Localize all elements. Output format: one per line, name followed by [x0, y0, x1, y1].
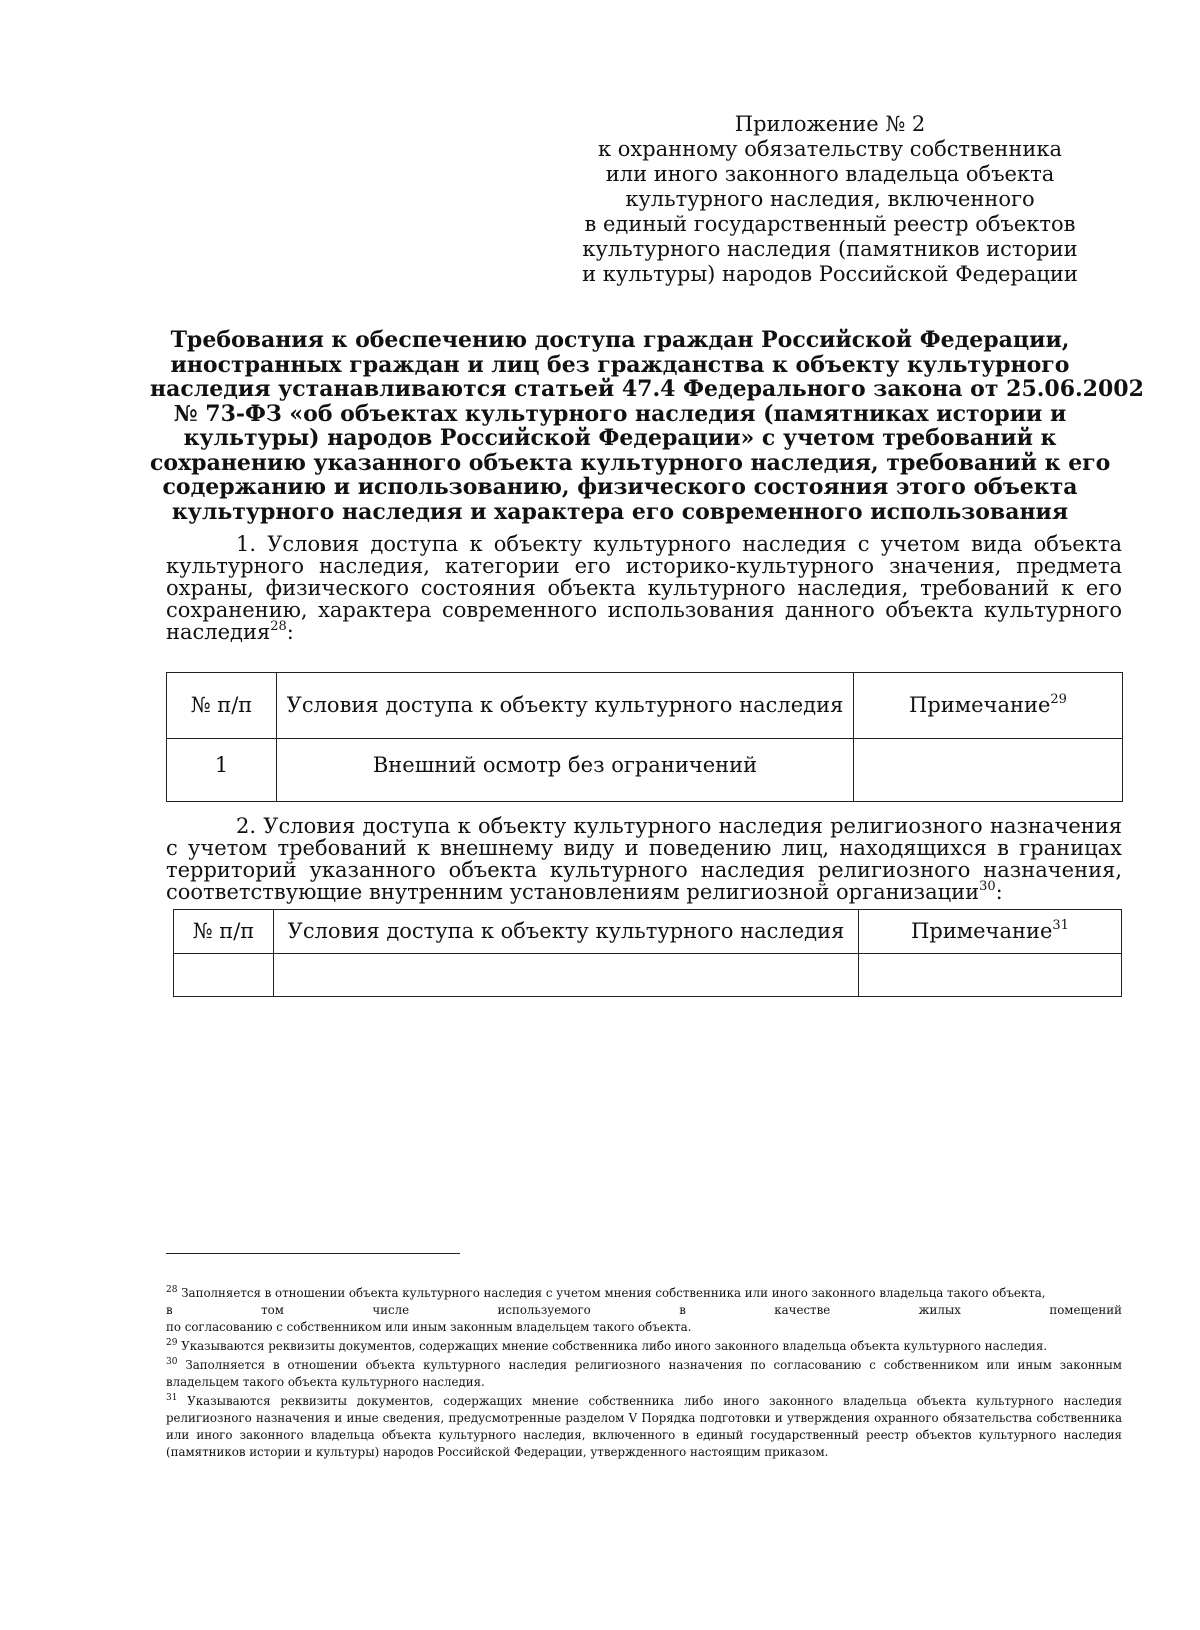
document-title [150, 327, 1144, 525]
table-row [167, 739, 1123, 802]
footnote-ref-30[interactable]: 30 [979, 879, 996, 894]
footnote-ref-31[interactable]: 31 [1052, 918, 1069, 933]
footnote-number: 30 [166, 1357, 178, 1367]
footnote-text: Заполняется в отношении объекта культурного наследия религиозного назначения по согласованию с собственником или иным законным владельцем такого объекта культурного наследия. [166, 1358, 1122, 1389]
access-conditions-table [166, 672, 1123, 802]
footnote-text: Указываются реквизиты документов, содержащих мнение собственника либо иного законного владельца объекта культурного наследия. [181, 1339, 1048, 1353]
table-header-row [167, 673, 1123, 739]
header-note: Примечание [909, 693, 1051, 717]
appendix-line: и культуры) народов Российской Федерации [582, 262, 1078, 286]
row-condition: Внешний осмотр без ограничений [372, 753, 758, 777]
table-row [174, 954, 1122, 997]
footnote-text: Заполняется в отношении объекта культурного наследия с учетом мнения собственника или иного законного владельца такого объекта, [181, 1286, 1046, 1300]
row-number [174, 954, 273, 963]
title-line: содержанию и использованию, физического состояния этого объекта [162, 474, 1078, 500]
footnote-ref-29[interactable]: 29 [1050, 692, 1067, 707]
appendix-line: или иного законного владельца объекта [605, 162, 1055, 186]
footnote-ref-28[interactable]: 28 [270, 619, 287, 634]
footnote-29 [166, 1338, 1122, 1355]
header-conditions: Условия доступа к объекту культурного наследия [286, 693, 844, 717]
header-conditions: Условия доступа к объекту культурного наследия [287, 919, 845, 943]
row-condition [274, 954, 858, 963]
row-note [854, 739, 1122, 748]
title-line: сохранению указанного объекта культурного наследия, требований к его [150, 449, 1111, 476]
section-1-paragraph: 1. Условия доступа к объекту культурного наследия с учетом вида объекта культурного наследия, категории его историко-культурного значения, предмета охраны, физического состояния объекта культурного наследия, требований к его сохранению, характера современного использования данного объекта культурного наследия$^{28}$: [166, 532, 1122, 644]
section-2-text: 2. Условия доступа к объекту культурного наследия религиозного назначения с учетом требований к внешнему виду и поведению лиц, находящихся в границах территорий указанного объекта культурного наследия религиозного назначения, соответствующие внутренним установлениям религиозной организации [166, 814, 1122, 904]
header-number: № п/п [192, 919, 255, 943]
title-line: Требования к обеспечению доступа граждан Российской Федерации, [170, 327, 1070, 353]
footnote-number: 28 [166, 1285, 178, 1295]
appendix-line: Приложение № 2 [734, 112, 926, 136]
table-header-row [174, 910, 1122, 954]
appendix-line: к охранному обязательству собственника [597, 137, 1063, 161]
footnote-separator [166, 1253, 460, 1254]
appendix-header [560, 112, 1100, 287]
row-number: 1 [214, 753, 229, 777]
appendix-line: культурного наследия (памятников истории [582, 237, 1078, 261]
title-line: культуры) народов Российской Федерации» с учетом требований к [183, 425, 1057, 451]
row-note [859, 954, 1121, 963]
title-line: иностранных граждан и лиц без гражданства к объекту культурного [170, 351, 1070, 378]
footnote-30 [166, 1357, 1122, 1391]
religious-access-table [173, 909, 1122, 997]
appendix-line: в единый государственный реестр объектов [584, 212, 1076, 236]
footnote-31 [166, 1393, 1122, 1461]
footnote-spread-line: в том числе используемого в качестве жилых помещений [166, 1303, 1122, 1317]
footnote-text: Указываются реквизиты документов, содержащих мнение собственника либо иного законного владельца объекта культурного наследия религиозного назначения и иные сведения, предусмотренные разделом V Порядка подготовки и утверждения охранного обязательства собственника или иного законного владельца объекта культурного наследия, включенного в единый государственный реестр объектов культурного наследия (памятников истории и культуры) народов Российской Федерации, утвержденного настоящим приказом. [166, 1394, 1123, 1459]
footnote-28 [166, 1285, 1122, 1336]
footnotes [166, 1285, 1122, 1463]
footnote-number: 31 [166, 1393, 178, 1403]
appendix-line: культурного наследия, включенного [625, 187, 1035, 211]
header-note: Примечание [911, 919, 1053, 943]
title-line: культурного наследия и характера его современного использования [171, 498, 1069, 525]
section-1-text: 1. Условия доступа к объекту культурного наследия с учетом вида объекта культурного наследия, категории его историко-культурного значения, предмета охраны, физического состояния объекта культурного наследия, требований к его сохранению, характера современного использования данного объекта культурного наследия [166, 532, 1122, 644]
title-line: № 73-ФЗ «об объектах культурного наследия (памятниках истории и [173, 400, 1067, 427]
title-line: наследия устанавливаются статьей 47.4 Федерального закона от 25.06.2002 [150, 376, 1144, 402]
footnote-number: 29 [166, 1338, 178, 1348]
footnote-text: по согласованию с собственником или иным законным владельцем такого объекта. [166, 1320, 692, 1334]
section-2-paragraph: 2. Условия доступа к объекту культурного наследия религиозного назначения с учетом требований к внешнему виду и поведению лиц, находящихся в границах территорий указанного объекта культурного наследия религиозного назначения, соответствующие внутренним установлениям религиозной организации$^{30}$: [166, 814, 1122, 904]
header-number: № п/п [190, 693, 253, 717]
